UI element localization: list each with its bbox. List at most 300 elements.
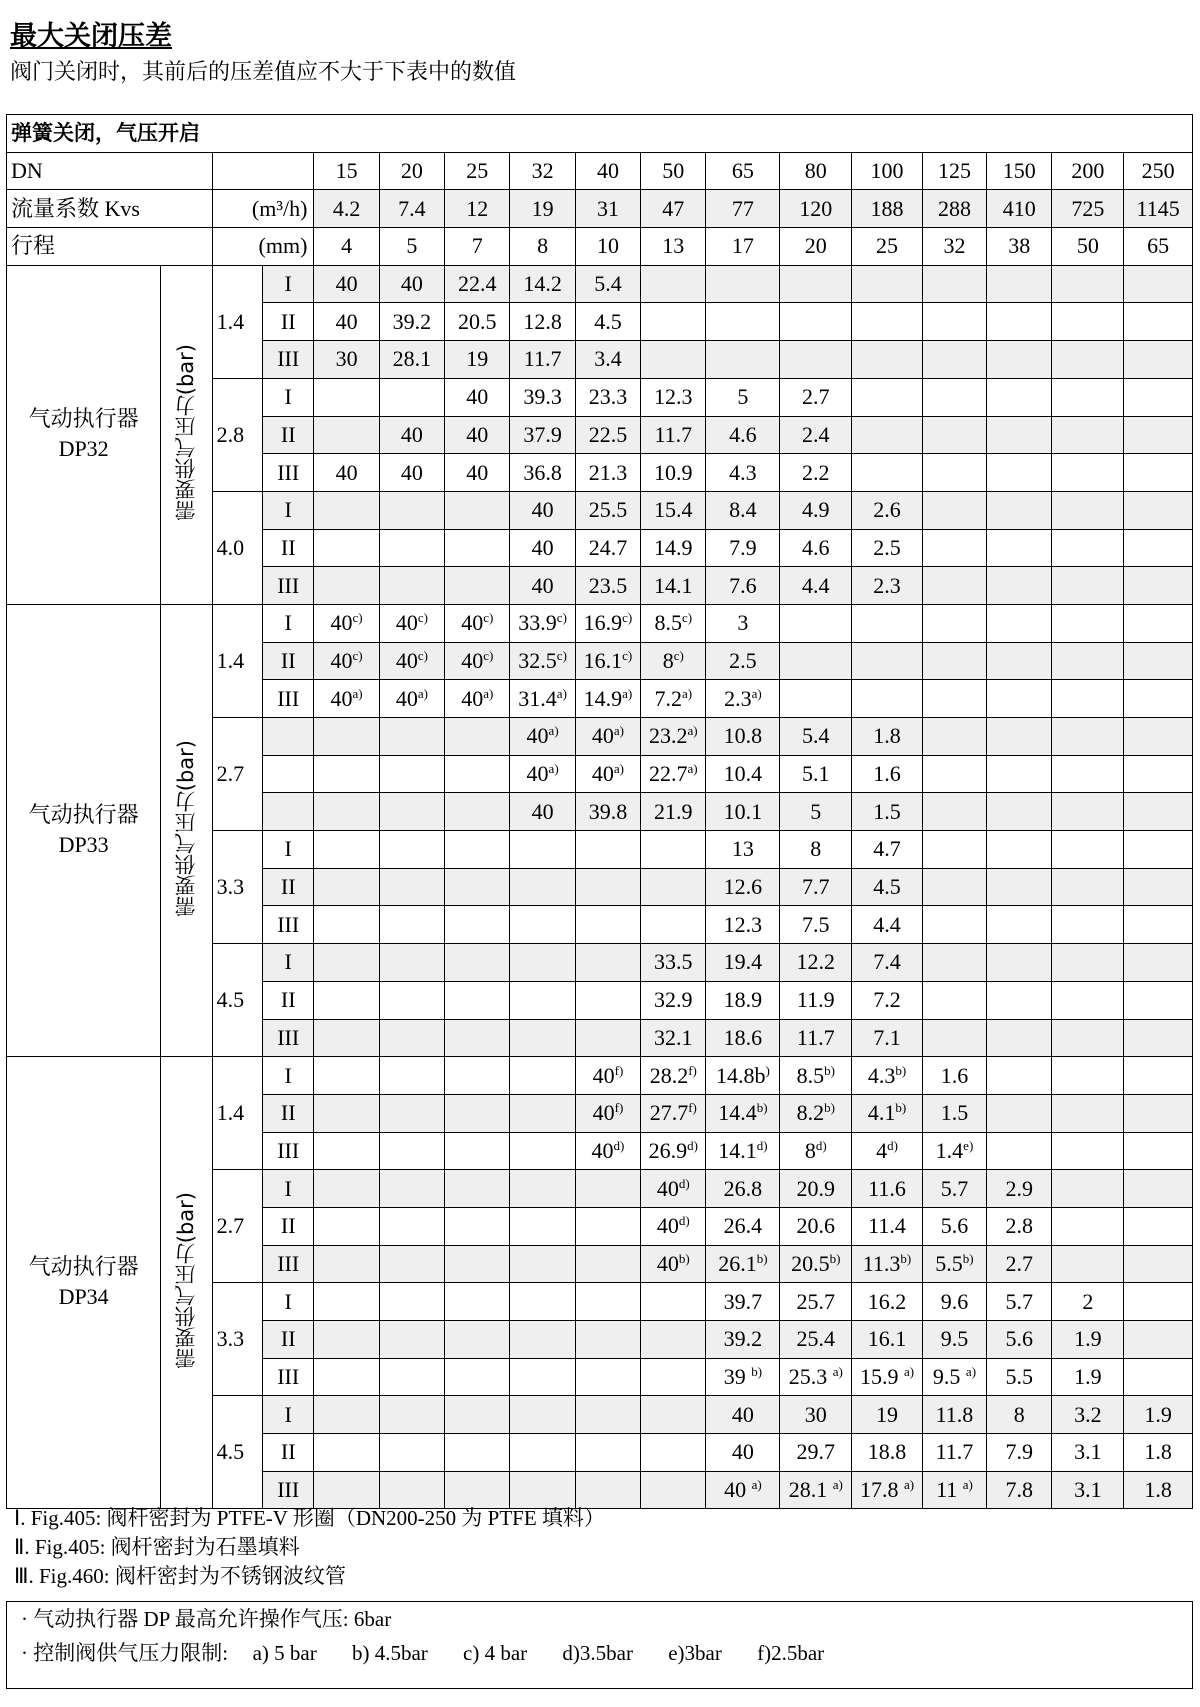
value-cell — [987, 454, 1052, 492]
header-value: 40 — [575, 152, 640, 190]
value-cell — [510, 831, 575, 869]
value-cell — [510, 378, 575, 416]
cell-value: 10.9 — [654, 459, 693, 485]
value-cell — [314, 1283, 379, 1321]
value-cell — [314, 1132, 379, 1170]
value-cell — [575, 567, 640, 605]
value-cell — [780, 718, 852, 756]
value-cell — [852, 906, 923, 944]
header-value: 410 — [987, 190, 1052, 228]
value-cell — [780, 303, 852, 341]
cell-footnote: f) — [688, 1062, 697, 1078]
value-cell — [575, 1283, 640, 1321]
cell-value: 14.2 — [523, 271, 562, 297]
value-cell — [445, 604, 510, 642]
value-cell — [445, 868, 510, 906]
value-cell — [379, 454, 444, 492]
value-cell — [706, 567, 780, 605]
cell-value: 16.1 — [867, 1326, 907, 1352]
cell-value: 5.6 — [1005, 1326, 1034, 1352]
value-cell — [445, 454, 510, 492]
value-cell — [852, 1434, 923, 1472]
cell-value: 1.9 — [1144, 1401, 1172, 1427]
cell-footnote: b) — [678, 1250, 690, 1266]
value-cell — [575, 1245, 640, 1283]
value-cell — [445, 529, 510, 567]
cell-value: 1.5 — [940, 1100, 969, 1126]
value-cell — [1124, 529, 1193, 567]
actuator-label — [7, 1057, 161, 1509]
value-cell — [706, 529, 780, 567]
cell-value: 2.2 — [802, 459, 830, 485]
value-cell — [922, 1019, 986, 1057]
value-cell — [852, 567, 923, 605]
value-cell — [641, 303, 706, 341]
cell-value: 3.4 — [594, 346, 622, 372]
cell-value: 4.5 — [594, 308, 622, 334]
cell-value: 2.3 — [724, 685, 752, 711]
value-cell — [314, 642, 379, 680]
value-cell — [575, 378, 640, 416]
value-cell — [575, 793, 640, 831]
value-cell — [510, 680, 575, 718]
value-cell — [314, 755, 379, 793]
cell-value: 26.1 — [718, 1250, 757, 1276]
value-cell — [922, 1207, 986, 1245]
header-value: 5 — [379, 228, 444, 266]
cell-value: 19 — [875, 1401, 898, 1427]
cell-value: 40 — [400, 459, 423, 485]
cell-value: 28.1 — [392, 346, 432, 372]
value-cell — [852, 642, 923, 680]
cell-footnote: b) — [962, 1250, 974, 1266]
value-cell — [445, 1057, 510, 1095]
value-cell — [379, 831, 444, 869]
value-cell — [987, 906, 1052, 944]
seal-type: II — [263, 1434, 314, 1472]
value-cell — [641, 341, 706, 379]
actuator-model: DP32 — [58, 435, 109, 461]
value-cell — [987, 831, 1052, 869]
header-value: 13 — [641, 228, 706, 266]
value-cell — [1052, 1019, 1124, 1057]
value-cell — [1124, 604, 1193, 642]
value-cell — [1052, 416, 1124, 454]
value-cell — [987, 642, 1052, 680]
pressure-axis-label — [161, 265, 212, 604]
value-cell — [987, 1283, 1052, 1321]
value-cell — [641, 1434, 706, 1472]
value-cell — [1124, 1094, 1193, 1132]
cell-value: 19 — [466, 346, 489, 372]
value-cell — [780, 454, 852, 492]
cell-value: 25.3 — [788, 1364, 833, 1390]
cell-footnote: b) — [824, 1100, 835, 1116]
cell-value: 9.5 — [940, 1326, 969, 1352]
supply-pressure: 1.4 — [212, 1057, 262, 1170]
cell-value: 2.6 — [873, 497, 901, 523]
limit-d: d)3.5bar — [562, 1641, 633, 1665]
cell-value: 40 — [330, 685, 353, 711]
value-cell — [1052, 906, 1124, 944]
header-unit — [212, 152, 314, 190]
cell-value: 40 — [461, 647, 484, 673]
cell-value: 32.1 — [654, 1024, 693, 1050]
cell-value: 17.8 — [859, 1477, 904, 1503]
value-cell — [987, 303, 1052, 341]
cell-value: 40 — [395, 647, 418, 673]
value-cell — [852, 1245, 923, 1283]
cell-footnote: a) — [962, 1477, 973, 1493]
value-cell — [706, 303, 780, 341]
value-cell — [987, 341, 1052, 379]
cell-value: 10.8 — [723, 723, 763, 749]
value-cell — [641, 642, 706, 680]
value-cell — [852, 755, 923, 793]
value-cell — [706, 604, 780, 642]
value-cell — [852, 1396, 923, 1434]
header-value: 80 — [780, 152, 852, 190]
cell-footnote: b) — [824, 1062, 835, 1078]
cell-value: 5.7 — [940, 1175, 969, 1201]
value-cell — [922, 981, 986, 1019]
seal-type: II — [263, 303, 314, 341]
cell-value: 30 — [335, 346, 358, 372]
value-cell — [922, 718, 986, 756]
cell-value: 14.4 — [718, 1100, 757, 1126]
value-cell — [445, 642, 510, 680]
value-cell — [314, 604, 379, 642]
header-value: 15 — [314, 152, 379, 190]
cell-value: 2.3 — [873, 572, 901, 598]
value-cell — [987, 981, 1052, 1019]
value-cell — [706, 1358, 780, 1396]
value-cell — [1124, 454, 1193, 492]
cell-value: 14.9 — [583, 685, 623, 711]
value-cell — [1052, 1283, 1124, 1321]
value-cell — [510, 1245, 575, 1283]
seal-type: I — [263, 604, 314, 642]
value-cell — [852, 341, 923, 379]
cell-value: 2.7 — [1005, 1250, 1034, 1276]
value-cell — [445, 341, 510, 379]
value-cell — [379, 1245, 444, 1283]
value-cell — [706, 265, 780, 303]
header-value: 50 — [1052, 228, 1124, 266]
value-cell — [987, 1094, 1052, 1132]
value-cell — [445, 680, 510, 718]
value-cell — [575, 755, 640, 793]
seal-type: II — [263, 868, 314, 906]
actuator-label — [7, 265, 161, 604]
value-cell — [987, 1321, 1052, 1359]
cell-value: 8 — [662, 647, 674, 673]
cell-footnote: a) — [832, 1364, 843, 1380]
cell-value: 4 — [876, 1137, 888, 1163]
cell-value: 23.5 — [588, 572, 628, 598]
value-cell — [987, 1057, 1052, 1095]
value-cell — [314, 718, 379, 756]
supply-pressure: 2.7 — [212, 718, 262, 831]
cell-value: 1.4 — [935, 1137, 964, 1163]
value-cell — [1124, 906, 1193, 944]
cell-value: 8.4 — [729, 497, 757, 523]
cell-value: 40 — [526, 723, 549, 749]
value-cell — [575, 944, 640, 982]
cell-footnote: b) — [900, 1250, 912, 1266]
value-cell — [575, 642, 640, 680]
actuator-model: DP34 — [58, 1283, 109, 1309]
value-cell — [575, 1170, 640, 1208]
header-row — [7, 152, 1193, 190]
value-cell — [641, 1321, 706, 1359]
pressure-table — [6, 114, 1193, 1509]
value-cell — [852, 981, 923, 1019]
value-cell — [575, 341, 640, 379]
value-cell — [379, 1057, 444, 1095]
cell-value: 39.2 — [392, 308, 432, 334]
value-cell — [706, 642, 780, 680]
pressure-axis-text: 需要供气压力(bar) — [173, 344, 198, 522]
value-cell — [510, 529, 575, 567]
value-cell — [922, 642, 986, 680]
value-cell — [1124, 416, 1193, 454]
value-cell — [1052, 1396, 1124, 1434]
value-cell — [780, 680, 852, 718]
value-cell — [445, 981, 510, 1019]
value-cell — [510, 454, 575, 492]
cell-value: 5 — [737, 384, 749, 410]
cell-value: 5.7 — [1005, 1288, 1034, 1314]
value-cell — [1052, 529, 1124, 567]
header-value: 77 — [706, 190, 780, 228]
value-cell — [379, 1321, 444, 1359]
value-cell — [780, 1245, 852, 1283]
value-cell — [780, 1434, 852, 1472]
value-cell — [1052, 1170, 1124, 1208]
value-cell — [852, 454, 923, 492]
value-cell — [922, 529, 986, 567]
value-cell — [987, 567, 1052, 605]
value-cell — [1124, 265, 1193, 303]
cell-value: 5 — [810, 798, 822, 824]
value-cell — [987, 1396, 1052, 1434]
cell-value: 11.7 — [654, 421, 693, 447]
cell-footnote: d) — [613, 1137, 625, 1153]
value-cell — [1124, 1245, 1193, 1283]
value-cell — [379, 529, 444, 567]
value-cell — [445, 1132, 510, 1170]
cell-value: 40 — [400, 421, 423, 447]
value-cell — [641, 755, 706, 793]
value-cell — [1124, 1321, 1193, 1359]
value-cell — [780, 1358, 852, 1396]
value-cell — [1124, 718, 1193, 756]
value-cell — [575, 529, 640, 567]
value-cell — [706, 1207, 780, 1245]
note-fig405-graphite: Ⅱ. Fig.405: 阀杆密封为石墨填料 — [14, 1535, 300, 1559]
header-value: 120 — [780, 190, 852, 228]
cell-value: 2.9 — [1005, 1175, 1034, 1201]
cell-value: 4.6 — [729, 421, 757, 447]
value-cell — [922, 491, 986, 529]
value-cell — [1124, 491, 1193, 529]
cell-value: 40 — [335, 459, 358, 485]
value-cell — [780, 1132, 852, 1170]
value-cell — [706, 341, 780, 379]
cell-value: 8.2 — [796, 1100, 825, 1126]
cell-value: 21.9 — [654, 798, 693, 824]
value-cell — [575, 1434, 640, 1472]
cell-value: 40 — [656, 1213, 679, 1239]
value-cell — [987, 1019, 1052, 1057]
header-value: 50 — [641, 152, 706, 190]
value-cell — [575, 303, 640, 341]
cell-value: 40 — [591, 1137, 614, 1163]
header-label: 行程 — [7, 228, 213, 266]
value-cell — [1052, 454, 1124, 492]
value-cell — [314, 868, 379, 906]
seal-type: II — [263, 981, 314, 1019]
value-cell — [314, 378, 379, 416]
cell-footnote: c) — [622, 610, 633, 626]
seal-type: II — [263, 1094, 314, 1132]
value-cell — [922, 378, 986, 416]
value-cell — [922, 944, 986, 982]
value-cell — [1124, 680, 1193, 718]
value-cell — [1052, 1245, 1124, 1283]
value-cell — [706, 1434, 780, 1472]
cell-value: 1.9 — [1074, 1364, 1102, 1390]
value-cell — [641, 604, 706, 642]
value-cell — [510, 491, 575, 529]
value-cell — [379, 906, 444, 944]
notes — [6, 1504, 1193, 1591]
header-value: 8 — [510, 228, 575, 266]
value-cell — [780, 491, 852, 529]
value-cell — [706, 491, 780, 529]
value-cell — [922, 1245, 986, 1283]
value-cell — [641, 1019, 706, 1057]
value-cell — [922, 831, 986, 869]
value-cell — [922, 868, 986, 906]
cell-value: 11.7 — [796, 1024, 835, 1050]
cell-value: 13 — [731, 836, 754, 862]
cell-value: 4.7 — [873, 836, 901, 862]
header-value: 1145 — [1124, 190, 1193, 228]
header-value: 65 — [706, 152, 780, 190]
actuator-name: 气动执行器 — [28, 802, 139, 828]
value-cell — [575, 1057, 640, 1095]
value-cell — [780, 944, 852, 982]
cell-footnote: a) — [556, 685, 567, 701]
cell-value: 22.4 — [458, 271, 497, 297]
seal-type: I — [263, 831, 314, 869]
value-cell — [575, 831, 640, 869]
value-cell — [922, 680, 986, 718]
cell-value: 3.1 — [1074, 1439, 1102, 1465]
cell-footnote: a) — [548, 761, 559, 777]
value-cell — [445, 1358, 510, 1396]
cell-value: 10.1 — [723, 798, 763, 824]
cell-value: 11.3 — [862, 1250, 901, 1276]
value-cell — [922, 265, 986, 303]
value-cell — [852, 944, 923, 982]
cell-value: 20.9 — [796, 1175, 835, 1201]
value-cell — [641, 265, 706, 303]
cell-footnote: a) — [687, 723, 698, 739]
value-cell — [1124, 944, 1193, 982]
value-cell — [510, 793, 575, 831]
limits-label: · 控制阀供气压力限制: — [21, 1641, 229, 1665]
value-cell — [445, 265, 510, 303]
value-cell — [922, 1094, 986, 1132]
supply-pressure: 2.7 — [212, 1170, 262, 1283]
cell-value: 11.7 — [935, 1439, 974, 1465]
cell-value: 4.4 — [802, 572, 830, 598]
cell-footnote: d) — [678, 1175, 690, 1191]
cell-value: 39.3 — [523, 384, 562, 410]
value-cell — [780, 567, 852, 605]
seal-type: III — [263, 680, 314, 718]
value-cell — [852, 604, 923, 642]
value-cell — [852, 718, 923, 756]
value-cell — [379, 1434, 444, 1472]
value-cell — [1052, 642, 1124, 680]
cell-value: 15.4 — [654, 497, 693, 523]
header-value: 38 — [987, 228, 1052, 266]
value-cell — [1052, 1207, 1124, 1245]
value-cell — [987, 868, 1052, 906]
seal-type: III — [263, 1019, 314, 1057]
cell-value: 8.5 — [654, 610, 682, 636]
value-cell — [1124, 981, 1193, 1019]
value-cell — [379, 604, 444, 642]
value-cell — [445, 1283, 510, 1321]
cell-footnote: d) — [678, 1213, 690, 1229]
cell-value: 4.6 — [802, 534, 830, 560]
value-cell — [1052, 680, 1124, 718]
header-value: 25 — [445, 152, 510, 190]
cell-value: 26.9 — [648, 1137, 688, 1163]
value-cell — [641, 793, 706, 831]
seal-type: I — [263, 1170, 314, 1208]
value-cell — [780, 831, 852, 869]
cell-value: 11 — [936, 1477, 963, 1503]
cell-value: 40 — [531, 798, 554, 824]
value-cell — [379, 1207, 444, 1245]
value-cell — [575, 454, 640, 492]
header-value: 65 — [1124, 228, 1193, 266]
header-value: 4.2 — [314, 190, 379, 228]
seal-type: III — [263, 1132, 314, 1170]
cell-value: 24.7 — [588, 534, 628, 560]
value-cell — [641, 906, 706, 944]
cell-value: 26.8 — [723, 1175, 763, 1201]
cell-value: 7.5 — [802, 911, 830, 937]
cell-value: 7.4 — [873, 949, 901, 975]
cell-value: 40 — [395, 610, 418, 636]
value-cell — [780, 1019, 852, 1057]
value-cell — [510, 755, 575, 793]
cell-value: 33.9 — [518, 610, 557, 636]
value-cell — [1124, 1283, 1193, 1321]
value-cell — [1124, 303, 1193, 341]
cell-value: 5.5 — [935, 1250, 963, 1276]
value-cell — [706, 1396, 780, 1434]
value-cell — [780, 1057, 852, 1095]
cell-value: 39.8 — [588, 798, 628, 824]
